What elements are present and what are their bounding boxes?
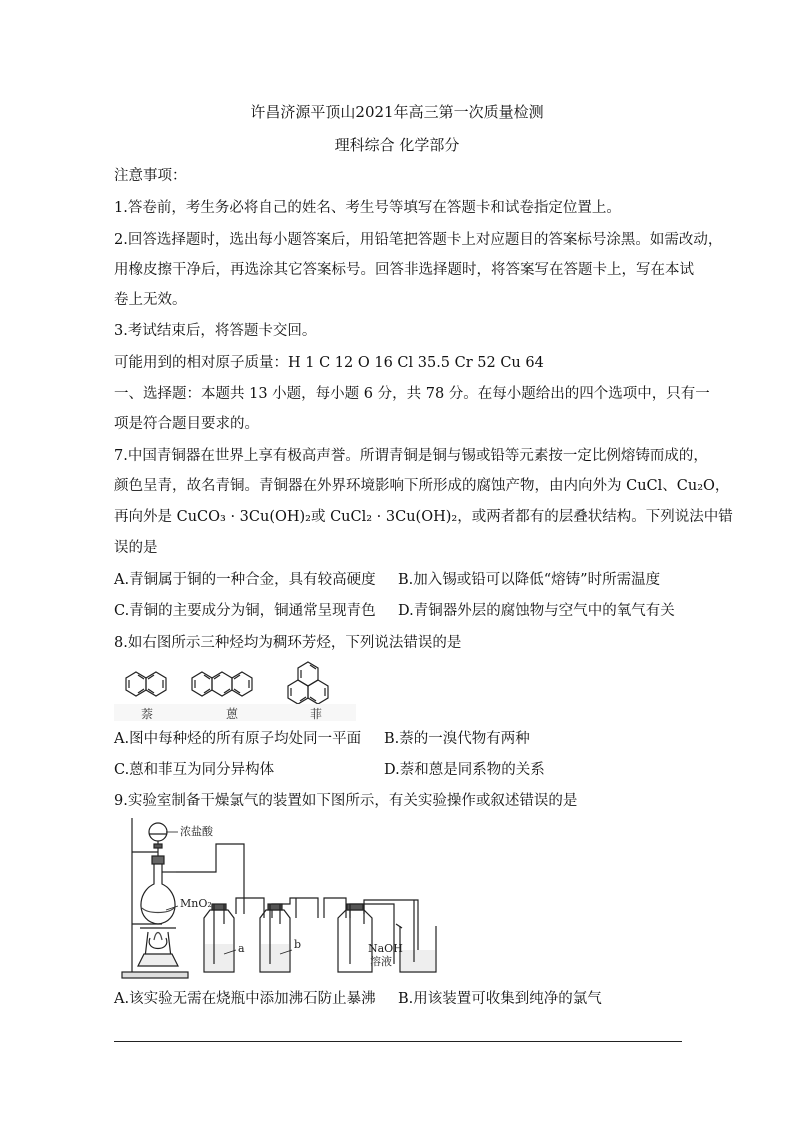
- q7-option-b: B.加入锡或铅可以降低“熔铸”时所需温度: [398, 572, 661, 588]
- absorption-beaker: [396, 900, 436, 972]
- notice-item-2-line-3: 卷上无效。: [114, 292, 187, 308]
- collection-bottle: [338, 904, 372, 972]
- notice-item-1: 1.答卷前，考生务必将自己的姓名、考生号等填写在答题卡和试卷指定位置上。: [114, 200, 621, 216]
- q8-option-d: D.萘和蒽是同系物的关系: [384, 762, 545, 778]
- q8-option-a: A.图中每种烃的所有原子均处同一平面: [114, 731, 362, 747]
- notice-item-2-line-2: 用橡皮擦干净后，再选涂其它答案标号。回答非选择题时，将答案写在答题卡上，写在本试: [114, 262, 694, 278]
- label-naphthalene: 萘: [141, 707, 154, 721]
- page-bottom-rule: [114, 1041, 682, 1042]
- phenanthrene-structure: [288, 662, 328, 704]
- q8-option-c: C.蒽和菲互为同分异构体: [114, 762, 275, 778]
- chlorine-apparatus-diagram: [118, 814, 458, 984]
- label-phenanthrene: 菲: [310, 707, 323, 721]
- q7-stem-line-2: 颜色呈青，故名青铜。青铜器在外界环境影响下所形成的腐蚀产物，由内向外为 CuCl、Cu₂O，: [114, 478, 730, 494]
- q7-option-c: C.青铜的主要成分为铜，铜通常呈现青色: [114, 603, 376, 619]
- q7-stem-line-1: 7.中国青铜器在世界上享有极高声誉。所谓青铜是铜与锡或铅等元素按一定比例熔铸而成的，: [114, 448, 708, 464]
- q9-stem: 9.实验室制备干燥氯气的装置如下图所示，有关实验操作或叙述错误的是: [114, 793, 578, 809]
- notice-item-3: 3.考试结束后，将答题卡交回。: [114, 323, 317, 339]
- label-naoh: NaOH: [368, 942, 403, 955]
- exam-title: 许昌济源平顶山2021年高三第一次质量检测: [250, 103, 544, 121]
- exam-subtitle: 理科综合 化学部分: [334, 136, 460, 154]
- flask: [141, 864, 176, 924]
- q7-stem-line-4: 误的是: [114, 540, 158, 556]
- q7-option-a: A.青铜属于铜的一种合金，具有较高硬度: [114, 572, 376, 588]
- label-b: b: [294, 938, 302, 951]
- wash-bottle-a: [204, 904, 234, 972]
- notice-item-2-line-1: 2.回答选择题时，选出每小题答案后，用铅笔把答题卡上对应题目的答案标号涂黑。如需改动，: [114, 232, 723, 248]
- naphthalene-structure: [126, 672, 166, 696]
- q8-option-b: B.萘的一溴代物有两种: [384, 731, 530, 747]
- section-heading-line-2: 项是符合题目要求的。: [114, 416, 259, 432]
- q7-option-d: D.青铜器外层的腐蚀物与空气中的氧气有关: [398, 603, 675, 619]
- label-solution: 溶液: [370, 955, 392, 968]
- label-conc-hcl: 浓盐酸: [180, 825, 213, 838]
- q9-option-b: B.用该装置可收集到纯净的氯气: [398, 991, 602, 1007]
- atomic-masses: 可能用到的相对原子质量：H 1 C 12 O 16 Cl 35.5 Cr 52 Cu 64: [114, 355, 544, 371]
- notice-heading: 注意事项：: [114, 168, 187, 184]
- q8-stem: 8.如右图所示三种烃均为稠环芳烃，下列说法错误的是: [114, 635, 462, 651]
- label-mno2: MnO₂: [180, 897, 212, 910]
- anthracene-structure: [192, 672, 252, 696]
- label-anthracene: 蒽: [226, 707, 239, 721]
- section-heading-line-1: 一、选择题：本题共 13 小题，每小题 6 分，共 78 分。在每小题给出的四个选项中，只有一: [114, 386, 710, 402]
- label-a: a: [238, 942, 245, 955]
- q9-option-a: A.该实验无需在烧瓶中添加沸石防止暴沸: [114, 991, 376, 1007]
- q7-stem-line-3: 再向外是 CuCO₃ · 3Cu(OH)₂或 CuCl₂ · 3Cu(OH)₂，或两者都有的层叠状结构。下列说法中错: [114, 509, 733, 525]
- burner-and-gauze: [138, 928, 178, 966]
- separatory-funnel: [149, 823, 167, 864]
